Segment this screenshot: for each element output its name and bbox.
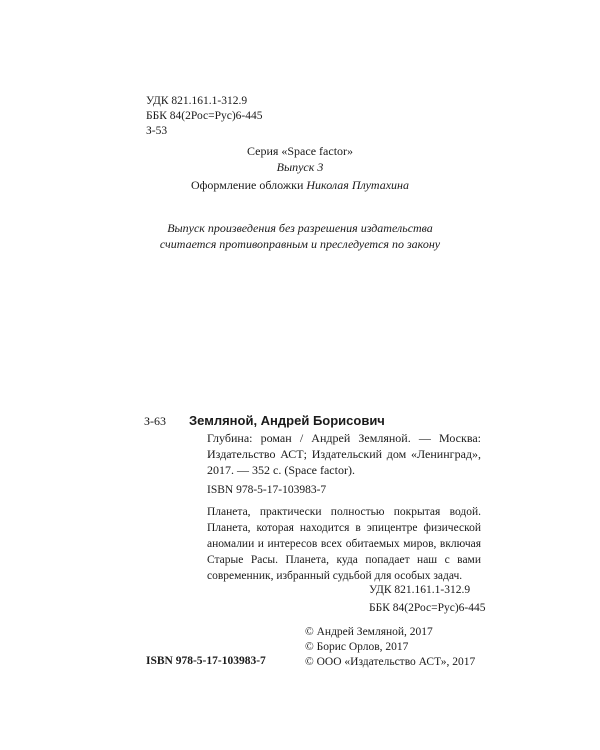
udk-code: УДК 821.161.1-312.9 (146, 95, 248, 107)
annotation (189, 504, 481, 584)
catalog-classification-codes (369, 581, 485, 617)
classification-codes (146, 94, 262, 139)
catalog-udk-code: УДК 821.161.1-312.9 (369, 584, 471, 596)
annotation-text: Планета, практически полностью покрытая водой. Планета, которая находится в эпицентре физической аномалии и интересов всех обитаемых миров, включая Старые Расы. Планета, куда попадает наш с вами современник, избранный судьбой для особых задач. (207, 506, 481, 582)
copyright-line: © Андрей Земляной, 2017 (305, 626, 433, 638)
isbn-bottom: ISBN 978-5-17-103983-7 (146, 655, 266, 667)
author-mark: З-53 (146, 125, 168, 137)
cover-designer-name: Николая Плутахина (306, 178, 410, 192)
catalog-bbk-code: ББК 84(2Рос=Рус)6-445 (369, 602, 486, 614)
author-name: Земляной, Андрей Борисович (189, 413, 385, 428)
bibliographic-description (189, 430, 481, 478)
warning-line-2: считается противоправным и преследуется по закону (159, 237, 441, 251)
copyright-notices (305, 625, 475, 670)
copyright-line: © ООО «Издательство АСТ», 2017 (305, 656, 476, 668)
cover-design-credit (0, 178, 600, 193)
series-name: Серия «Space factor» (246, 144, 354, 158)
warning-line-1: Выпуск произведения без разрешения издательства (167, 221, 433, 235)
series-issue: Выпуск 3 (276, 160, 324, 174)
bbk-code: ББК 84(2Рос=Рус)6-445 (146, 110, 263, 122)
bibliographic-text: Глубина: роман / Андрей Земляной. — Москва: Издательство АСТ; Издательский дом «Ленинград», 2017. — 352 с. (Space factor). (207, 431, 481, 477)
copyright-warning (0, 220, 600, 252)
cover-design-label: Оформление обложки (190, 178, 307, 192)
series-block (0, 143, 600, 175)
copyright-line: © Борис Орлов, 2017 (305, 641, 409, 653)
isbn-catalog: ISBN 978-5-17-103983-7 (207, 484, 327, 496)
catalog-code: З-63 (144, 414, 167, 428)
